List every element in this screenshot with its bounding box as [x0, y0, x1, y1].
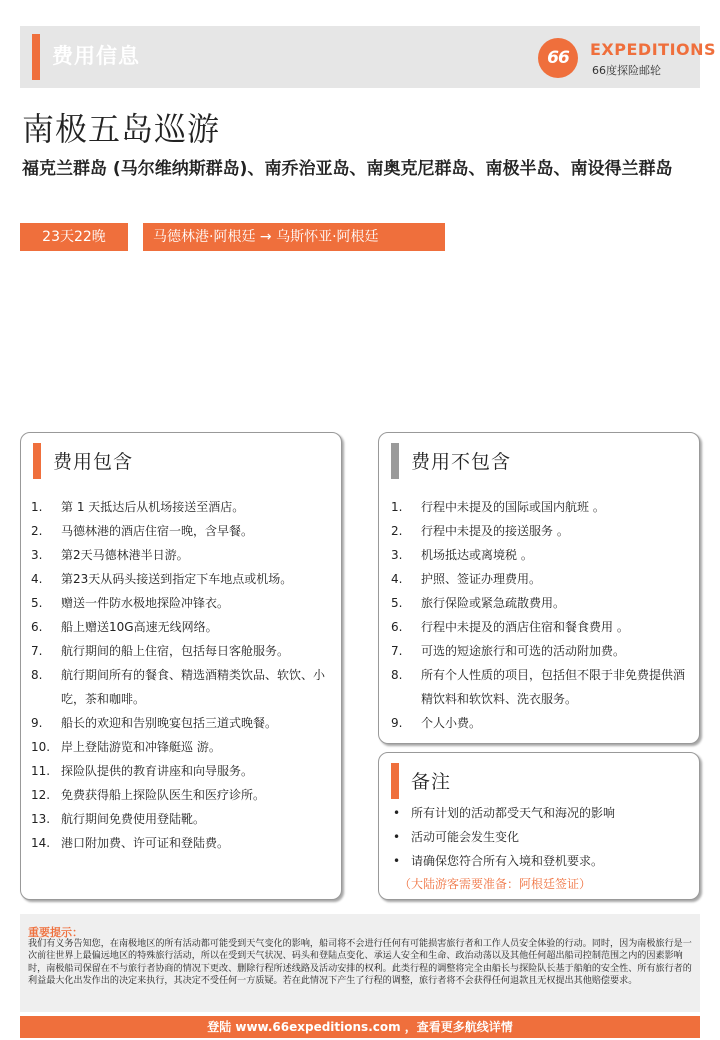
excluded-item-number: 2. — [391, 524, 403, 538]
footer-link[interactable]: 登陆 www.66expeditions.com ，查看更多航线详情 — [20, 1016, 700, 1038]
notes-title: 备注 — [411, 771, 452, 793]
bullet-icon: • — [393, 830, 401, 844]
excluded-item-number: 6. — [391, 620, 403, 634]
notes-item-text: 请确保您符合所有入境和登机要求。 — [411, 854, 604, 868]
excluded-item — [391, 663, 691, 711]
included-item-number: 13. — [31, 812, 51, 826]
included-accent-bar — [33, 443, 41, 479]
excluded-item-text: 行程中未提及的酒店住宿和餐食费用 。 — [421, 620, 629, 634]
excluded-accent-bar — [391, 443, 399, 479]
included-item-number: 7. — [31, 644, 43, 658]
important-text: 我们有义务告知您，在南极地区的所有活动都可能受到天气变化的影响，船司将不会进行任何有可能损害旅行者和工作人员安全体验的行动。同时，因为南极旅行是一次前往世界上最偏远地区的特殊旅行活动，所以在受到天气状况、码头和登陆点变化、承运人安全和生命、政治动荡以及其他任何超出船司控制范围之内的因素影响时，南极船司保留在不与旅行者协商的情况下更改、删除行程所述线路及活动安排的权利。此类行程的调整将完全由船长与探险队长基于船舶的安全性、所有旅行者的利益最大化出发作出的决定来执行，其决定不受任何一方质疑。若在此情况下产生了行程的调整，旅行者将不会获得任何退款且无权提出其他赔偿要求。 — [28, 939, 692, 987]
header-accent-bar — [32, 34, 40, 80]
excluded-item-text: 个人小费。 — [421, 716, 482, 730]
excluded-item-number: 7. — [391, 644, 403, 658]
included-item-text: 岸上登陆游览和冲锋艇巡 游。 — [61, 740, 221, 754]
included-item-number: 12. — [31, 788, 51, 802]
notes-item — [393, 825, 693, 849]
visa-tip: （大陆游客需要准备：阿根廷签证） — [399, 877, 592, 891]
included-item-text: 免费获得船上探险队医生和医疗诊所。 — [61, 788, 266, 802]
page-section-title: 费用信息 — [52, 44, 140, 68]
excluded-item — [391, 711, 691, 735]
included-item — [31, 615, 335, 639]
duration-tag: 23天22晚 — [20, 223, 128, 251]
included-item-number: 5. — [31, 596, 43, 610]
excluded-item — [391, 639, 691, 663]
included-item-text: 第2天马德林港半日游。 — [61, 548, 189, 562]
included-item-number: 10. — [31, 740, 51, 754]
included-item — [31, 783, 335, 807]
included-item — [31, 711, 335, 735]
included-item — [31, 495, 335, 519]
excluded-item-text: 机场抵达或离境税 。 — [421, 548, 533, 562]
included-item-text: 航行期间所有的餐食、精选酒精类饮品、软饮、小吃，茶和咖啡。 — [61, 668, 326, 706]
brand-logo — [538, 36, 717, 82]
important-notice — [20, 914, 700, 1012]
bullet-icon: • — [393, 806, 401, 820]
included-item — [31, 567, 335, 591]
trip-subtitle: 福克兰群岛 (马尔维纳斯群岛)、南乔治亚岛、南奥克尼群岛、南极半岛、南设得兰群岛 — [22, 159, 673, 179]
included-item-number: 6. — [31, 620, 43, 634]
included-item — [31, 519, 335, 543]
notes-item-text: 活动可能会发生变化 — [411, 830, 520, 844]
included-item-number: 9. — [31, 716, 43, 730]
notes-accent-bar — [391, 763, 399, 799]
included-item-number: 1. — [31, 500, 43, 514]
route-tag: 马德林港·阿根廷 → 乌斯怀亚·阿根廷 — [143, 223, 445, 251]
included-item-text: 马德林港的酒店住宿一晚，含早餐。 — [61, 524, 254, 538]
included-item — [31, 663, 335, 711]
included-item-text: 航行期间免费使用登陆靴。 — [61, 812, 206, 826]
excluded-item-number: 9. — [391, 716, 403, 730]
included-item-text: 港口附加费、许可证和登陆费。 — [61, 836, 230, 850]
excluded-item-text: 护照、签证办理费用。 — [421, 572, 542, 586]
excluded-item — [391, 567, 691, 591]
excluded-list — [391, 495, 691, 735]
included-item-text: 船长的欢迎和告别晚宴包括三道式晚餐。 — [61, 716, 278, 730]
logo-subtitle: 66度探险邮轮 — [592, 64, 661, 77]
excluded-item — [391, 615, 691, 639]
included-item-text: 船上赠送10G高速无线网络。 — [61, 620, 218, 634]
important-title: 重要提示： — [28, 926, 83, 939]
included-list — [31, 495, 335, 855]
included-item-text: 航行期间的船上住宿，包括每日客舱服务。 — [61, 644, 290, 658]
included-item — [31, 735, 335, 759]
included-item-text: 第 1 天抵达后从机场接送至酒店。 — [61, 500, 245, 514]
included-item-number: 11. — [31, 764, 51, 778]
excluded-item-number: 4. — [391, 572, 403, 586]
included-item-number: 3. — [31, 548, 43, 562]
excluded-item-text: 旅行保险或紧急疏散费用。 — [421, 596, 566, 610]
included-item — [31, 591, 335, 615]
notes-item-text: 所有计划的活动都受天气和海况的影响 — [411, 806, 616, 820]
excluded-item-number: 3. — [391, 548, 403, 562]
included-title: 费用包含 — [53, 451, 134, 473]
included-item-text: 第23天从码头接送到指定下车地点或机场。 — [61, 572, 293, 586]
notes-panel — [378, 752, 700, 900]
included-item — [31, 759, 335, 783]
notes-item — [393, 849, 693, 873]
excluded-item-number: 8. — [391, 668, 403, 682]
excluded-item-number: 5. — [391, 596, 403, 610]
excluded-item-number: 1. — [391, 500, 403, 514]
excluded-item-text: 可选的短途旅行和可选的活动附加费。 — [421, 644, 626, 658]
included-item-text: 探险队提供的教育讲座和向导服务。 — [61, 764, 254, 778]
excluded-item-text: 行程中未提及的接送服务 。 — [421, 524, 569, 538]
included-item-number: 2. — [31, 524, 43, 538]
bullet-icon: • — [393, 854, 401, 868]
included-item-text: 赠送一件防水极地探险冲锋衣。 — [61, 596, 230, 610]
excluded-item — [391, 495, 691, 519]
notes-list — [393, 801, 693, 873]
included-item-number: 4. — [31, 572, 43, 586]
excluded-title: 费用不包含 — [411, 451, 512, 473]
logo-mark-icon: 66 — [538, 38, 578, 78]
excluded-item — [391, 519, 691, 543]
logo-brand-text: EXPEDITIONS — [590, 40, 717, 59]
included-panel — [20, 432, 342, 900]
included-item — [31, 831, 335, 855]
excluded-item-text: 所有个人性质的项目，包括但不限于非免费提供酒精饮料和软饮料、洗衣服务。 — [421, 668, 686, 706]
included-item — [31, 543, 335, 567]
excluded-panel — [378, 432, 700, 744]
included-item — [31, 807, 335, 831]
trip-title: 南极五岛巡游 — [22, 110, 221, 148]
excluded-item — [391, 543, 691, 567]
included-item-number: 14. — [31, 836, 51, 850]
included-item-number: 8. — [31, 668, 43, 682]
included-item — [31, 639, 335, 663]
notes-item — [393, 801, 693, 825]
excluded-item — [391, 591, 691, 615]
excluded-item-text: 行程中未提及的国际或国内航班 。 — [421, 500, 605, 514]
